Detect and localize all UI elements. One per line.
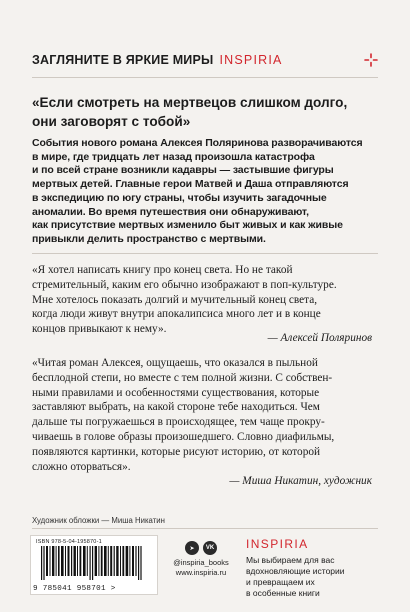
barcode	[30, 535, 158, 595]
review-author-name: — Алексей Поляринов	[267, 332, 372, 344]
barcode-number: 9 785041 958701 >	[33, 585, 116, 593]
publisher-block	[246, 537, 386, 599]
header-divider	[32, 77, 378, 78]
synopsis: События нового романа Алексея Поляринова разворачиваются в мире, где тридцать лет назад произошла катастрофа и по всей стране возникли кадавры — застывшие фигуры мертвых детей. Главные герои Матвей и Даша отправляются в экспедицию по югу страны, чтобы изучить загадочные аномалии. Во время путешествия они обнаруживают, как присутствие мертвых изменило быт живых и как живые привыкли делить пространство с мертвыми.	[32, 137, 363, 245]
isbn-label: ISBN 978-5-04-195870-1	[36, 539, 102, 545]
barcode-bars	[37, 546, 149, 584]
footer-divider	[32, 528, 378, 529]
header-brand: INSPIRIA	[219, 53, 283, 67]
social-icons	[163, 541, 239, 555]
publisher-logo: INSPIRIA	[246, 537, 309, 551]
social-handle: @inspiria_books	[173, 558, 229, 567]
telegram-icon: ➤	[185, 541, 199, 555]
synopsis-divider	[32, 253, 378, 254]
headline-quote: «Если смотреть на мертвецов слишком долго, они заговорят с тобой»	[32, 95, 348, 129]
social-block	[163, 541, 239, 591]
review-artist-name: — Миша Никатин, художник	[229, 475, 372, 487]
header	[32, 47, 378, 73]
cover-artist-credit: Художник обложки — Миша Никатин	[32, 516, 165, 525]
review-author-quote: «Я хотел написать книгу про конец света. Но не такой стремительный, каким его обычно изображают в поп-культуре. Мне хотелось показать долгий и мучительный конец света, когда люди живут внутри апокалипсиса много лет и в конце концов привыкают к нему».	[32, 264, 337, 336]
vk-icon: VK	[203, 541, 217, 555]
spark-icon	[364, 53, 378, 67]
review-artist-quote: «Читая роман Алексея, ощущаешь, что оказался в пыльной бесплодной степи, но вместе с тем полной жизни. С собствен- ными правилами и особенностями существования, которые заставляют выбрать, на какой стороне тебе находиться. Чем дальше ты погружаешься в происходящее, тем чаще прокру- чиваешь в голове образы произошедшего. Словно диафильмы, появляются картинки, которые рисуют историю, от которой сложно оторваться».	[32, 357, 335, 473]
header-title-group	[32, 53, 283, 67]
publisher-tagline: Мы выбираем для вас вдохновляющие истории и превращаем их в особенные книги	[246, 555, 345, 598]
website-link: www.inspiria.ru	[175, 568, 227, 577]
header-title: ЗАГЛЯНИТЕ В ЯРКИЕ МИРЫ	[32, 53, 214, 67]
